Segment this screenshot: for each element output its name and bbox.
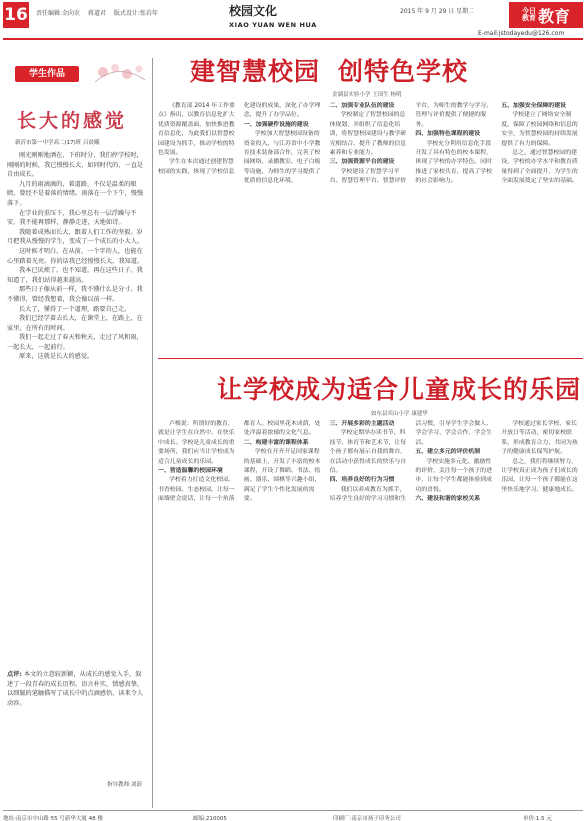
column-divider: [152, 58, 153, 808]
paragraph: 学校实施多元化、激励性的评价，关注每一个孩子的进步，让每个学生都能体验到成功的喜悦。: [415, 458, 492, 493]
paragraph: 学校制定了智慧校园的总体规划，并组织了信息化培训，将智慧校园建设与教学研究相结合，提升了教师的信息素养和专业能力。: [329, 112, 407, 157]
article-author: 新沂市第一中学高二(17)班 吕晨曦: [15, 140, 100, 146]
subheading: 五、加强安全保障的建设: [501, 103, 566, 109]
paragraph: 我们一起走过了春天和秋天，走过了风和雨，一起长大，一起前行。: [7, 334, 143, 351]
logo-small-line: 今日: [521, 7, 536, 15]
footer-printer: 印刷厂:南京市扬子印务公司: [333, 816, 401, 821]
paragraph: 学校建立了网络安全制度，保障了校园网络和信息的安全，为智慧校园的持续发展提供了有力的保障。: [501, 112, 578, 147]
paragraph: 《教育部 2014 年工作要点》指出，以教育信息化扩大优质资源覆盖面，加快推进教育信息化，为此我们以智慧校园建设为抓手，推动学校的特色发展。: [158, 103, 235, 157]
paragraph: 总之，我们将继续努力，让学校真正成为孩子们成长的乐园，让每一个孩子都能在这里快乐地学习、健康地成长。: [501, 458, 578, 493]
paragraph: 长大了，懂得了一个道理，路要自己走。: [19, 305, 131, 313]
subheading: 四、加强特色课程的建设: [415, 131, 481, 138]
issue-date: 2015 年 9 月 29 日 星期二: [400, 8, 475, 15]
editor-meta-item: 版式设计:张岩年: [113, 10, 158, 17]
article-body: [158, 420, 582, 808]
footer-postcode: 邮编:210005: [193, 816, 227, 821]
section-title: [229, 2, 317, 29]
student-work-column: [3, 58, 148, 808]
subheading: 三、开展多彩的主题活动: [329, 421, 395, 427]
subheading: 五、建立多元的评价机制: [415, 449, 481, 456]
paragraph: 我们以养成教育为抓手，培养学生良好的学习习惯和生活习惯，引导学生学会做人、学会学习、学会合作、学会生活。: [329, 421, 492, 503]
paragraph: 我们已经学着去长大，在课堂上，在路上，在家里，在所有的时间。: [7, 315, 143, 332]
paragraph: 学校着力打造文化校园、书香校园、生态校园，让每一面墙壁会说话，让每一个角落都育人。校园里花木成荫，处处洋溢着浓郁的文化气息。: [158, 421, 321, 503]
paragraph: 学校加大智慧校园设备的资金投入，与江苏省中小学教育技术装备部合作，完善了校园网络、录播教室、电子白板等设施，为师生的学习提供了优质的信息化环境。: [243, 131, 321, 185]
logo-small-line: 教育: [521, 14, 536, 22]
article-title: 长大的感觉: [17, 110, 128, 132]
footer-price: 单价:1.5 元: [523, 816, 552, 821]
paragraph: 学生在本次通过创建智慧校园的实践，体现了学校信息化建设的成果，深化了办学理念，提升了办学品位。: [158, 103, 321, 175]
article-headline: 让学校成为适合儿童成长的乐园: [217, 375, 582, 404]
masthead-logo: [509, 2, 583, 28]
paragraph: 学校在开齐开足国家课程的基础上，开发了丰富的校本课程，开设了舞蹈、书法、绘画、器乐、围棋等兴趣小组，满足了学生个性化发展的需要。: [243, 449, 321, 503]
paragraph: 这时候才明白，在从前，一个字的人，也能在心里踏着光亮。你的话我已经慢慢长大，我知道。: [7, 247, 144, 265]
page-header: [0, 0, 587, 40]
subheading: 二、加强专业队伍的建设: [329, 103, 395, 109]
section-title-cn: 校园文化: [229, 4, 278, 18]
paragraph: 学校通过家长学校、家长开放日等活动，密切家校联系，形成教育合力，共同为孩子的健康成长保驾护航。: [501, 421, 578, 456]
page-number: 16: [3, 2, 29, 28]
comment-text: 本文的立意较新颖，从成长的感觉入手，叙述了一段青春的成长历程。语言朴实，情感真挚，以细腻的笔触描写了成长中的点滴感悟，读来令人动容。: [7, 671, 144, 707]
paragraph: 刚光刚刚地洒在，下班时分，我们停学校时，刚刚的时候，我已慢慢长大，如同时代的，一直是自由成长。: [7, 152, 144, 179]
footer-address: 地址:南京市中山路 55 号新华大厦 48 楼: [3, 816, 103, 821]
article-body: [7, 151, 145, 671]
article-headline: [190, 52, 468, 88]
headline-part: 建智慧校园: [190, 57, 321, 86]
article-body: [158, 102, 582, 350]
subheading: 一、加强硬件设施的建设: [243, 121, 309, 128]
subheading: 四、培养良好的行为习惯: [329, 477, 395, 484]
contact-email: E-mail:jstodayedu@126.com: [478, 30, 565, 37]
paragraph: 我本已厌烦了，也不知道，再在这些日子。我知道了，我们站得越来越高。: [7, 267, 143, 284]
subheading: 三、加强资源平台的建设: [329, 159, 395, 166]
paragraph: 原来，这就是长大的感觉。: [19, 353, 94, 361]
article-divider: [158, 358, 583, 359]
teacher-comment: [7, 670, 145, 780]
paragraph: 我随着成熟而长大，跟着人们工作的坚毅。岁月把我从慢慢的学生，变成了一个成长的小大人。: [7, 228, 144, 246]
editor-meta: [36, 8, 164, 17]
section-title-pinyin: XIAO YUAN WEN HUA: [229, 21, 317, 29]
instructor-credit: 指导教师:刘蔚: [107, 782, 142, 788]
editor-meta-item: 责任编辑:金向农: [36, 10, 81, 17]
page-footer: [3, 810, 583, 821]
header-divider: [3, 38, 583, 40]
comment-heading: 点评:: [7, 671, 22, 678]
headline-part: 创特色学校: [338, 57, 469, 86]
subheading: 六、建设和谐的家校关系: [415, 496, 481, 503]
editor-meta-item: 蒋道君: [87, 10, 106, 17]
section-tag: 学生作品: [15, 66, 79, 82]
article-byline: 如东县宾山小学 康建华: [371, 411, 428, 417]
paragraph: 学校定期举办读书节、科技节、体育节和艺术节，让每个孩子都有展示自我的舞台，在活动中获得成长的快乐与自信。: [329, 430, 407, 475]
subheading: 一、营造温馨的校园环境: [158, 468, 223, 475]
paragraph: 那些日子像从前一样，我不懂什么是分寸。我不懂得，曾经我想着，我会像以前一样。: [7, 286, 143, 303]
subheading: 二、构建丰富的课程体系: [243, 439, 309, 446]
paragraph: 学校建设了智慧学习平台、智慧管理平台、智慧评价平台，为师生的教学与学习、管理与评价提供了便捷的服务。: [329, 103, 492, 185]
paragraph: 九月的雨滴滴的，着道路，不仅是温柔的眼睛，曾经不是着落的情绪。雨落在一个下午，慢慢落下。: [7, 180, 144, 207]
logo-main-text: 教育: [537, 6, 570, 26]
paragraph: 总之，通过智慧校园的建设，学校的办学水平和教育质量得到了全面提升，为学生的全面发展奠定了坚实的基础。: [501, 150, 578, 185]
article-byline: 金湖县实验小学 王国生 杨明: [332, 92, 402, 98]
logo-small-text: [522, 8, 536, 22]
paragraph: 卢梭说：所谓好的教育，就是让学生在自然中、在快乐中成长。学校是儿童成长的重要场所，我们应当让学校成为适合儿童成长的乐园。: [158, 421, 235, 465]
paragraph: 在学业的重压下，我心里总有一层浮躁与不安。我不能再那样，静静走进，天地如诗。: [7, 209, 137, 227]
paragraph: 学校充分利用信息化手段开发了具有特色的校本课程，体现了学校的办学特色。同时推进了家校共育，提高了学校的社会影响力。: [415, 140, 492, 185]
